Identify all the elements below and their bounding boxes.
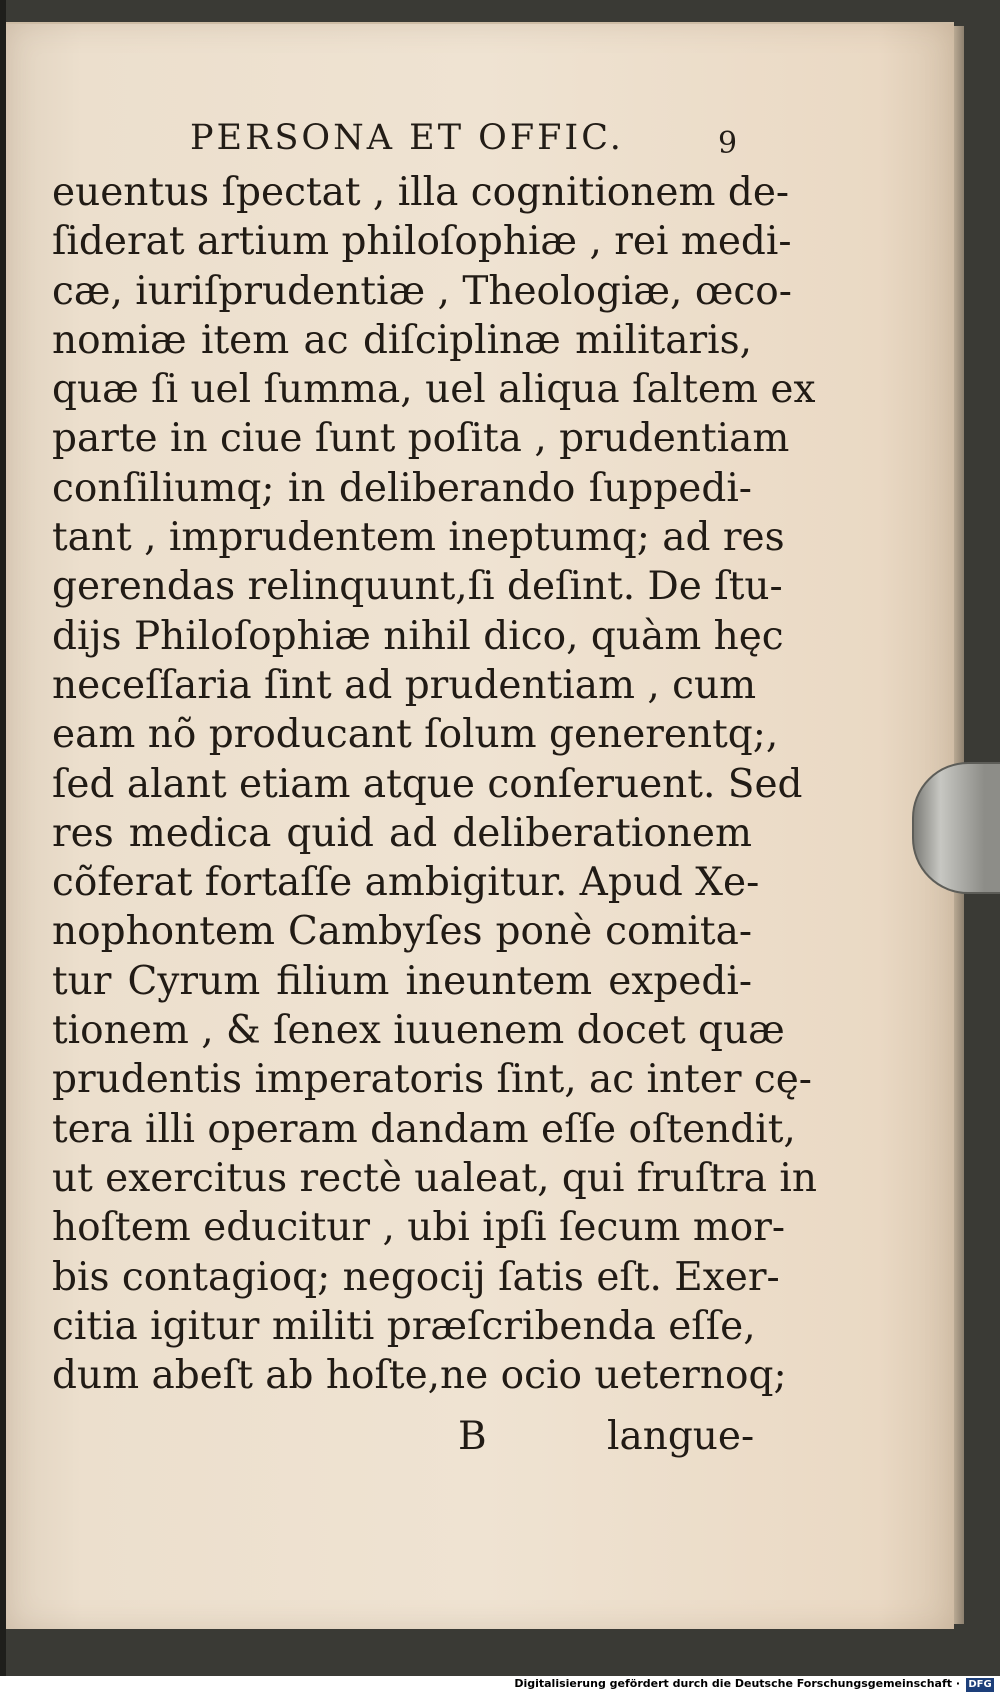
- text-line: tant , imprudentem ineptumq; ad res: [52, 515, 785, 561]
- text-line: res medica quid ad deliberationem: [52, 810, 752, 856]
- text-line: tera illi operam dandam eſſe oſtendit,: [52, 1106, 796, 1152]
- text-line: nophontem Cambyſes ponè comita-: [52, 909, 752, 955]
- dfg-logo: DFG: [966, 1678, 994, 1692]
- text-line: nomiæ item ac diſciplinæ militaris,: [52, 317, 752, 363]
- text-line: citia igitur militi præſcribenda eſſe,: [52, 1303, 756, 1349]
- text-line: cõferat fortaſſe ambigitur. Apud Xe-: [52, 860, 760, 906]
- page-number: 9: [718, 126, 738, 161]
- text-line: ut exercitus rectè ualeat, qui fruſtra in: [52, 1155, 817, 1201]
- text-line: ſiderat artium philoſophiæ , rei medi-: [52, 219, 792, 265]
- catchword: langue-: [607, 1414, 755, 1459]
- text-line: prudentis imperatoris ſint, ac inter cę-: [52, 1057, 812, 1103]
- text-line: dijs Philoſophiæ nihil dico, quàm hęc: [52, 613, 784, 659]
- text-block: [52, 168, 817, 1400]
- text-line: parte in ciue ſunt poſita , prudentiam: [52, 416, 790, 462]
- running-head: PERSONA ET OFFIC.: [190, 118, 624, 158]
- page-clip: [912, 762, 1000, 894]
- text-line: neceſſaria ſint ad prudentiam , cum: [52, 662, 757, 708]
- text-line: gerendas relinquunt,ſi deſint. De ſtu-: [52, 564, 783, 610]
- signature-mark: B: [458, 1414, 487, 1459]
- text-line: euentus ſpectat , illa cognitionem de-: [52, 170, 790, 215]
- text-line: conſiliumq; in deliberando ſuppedi-: [52, 465, 752, 511]
- text-line: eam nõ producant ſolum generentq;,: [52, 712, 779, 758]
- text-line: bis contagioq; negocij ſatis eſt. Exer-: [52, 1254, 780, 1300]
- text-line: quæ ſi uel ſumma, uel aliqua ſaltem ex: [52, 367, 816, 413]
- text-line: cæ, iuriſprudentiæ , Theologiæ, œco-: [52, 268, 792, 314]
- text-line: tur Cyrum filium ineuntem expedi-: [52, 958, 752, 1004]
- text-line: tionem , & ſenex iuuenem docet quæ: [52, 1008, 785, 1054]
- funding-credit: Digitalisierung gefördert durch die Deutsche Forschungsgemeinschaft ·: [514, 1677, 960, 1690]
- text-line: ſed alant etiam atque conſeruent. Sed: [52, 761, 803, 807]
- text-line: dum abeſt ab hoſte,ne ocio ueternoq;: [52, 1353, 787, 1399]
- text-line: hoſtem educitur , ubi ipſi ſecum mor-: [52, 1205, 786, 1251]
